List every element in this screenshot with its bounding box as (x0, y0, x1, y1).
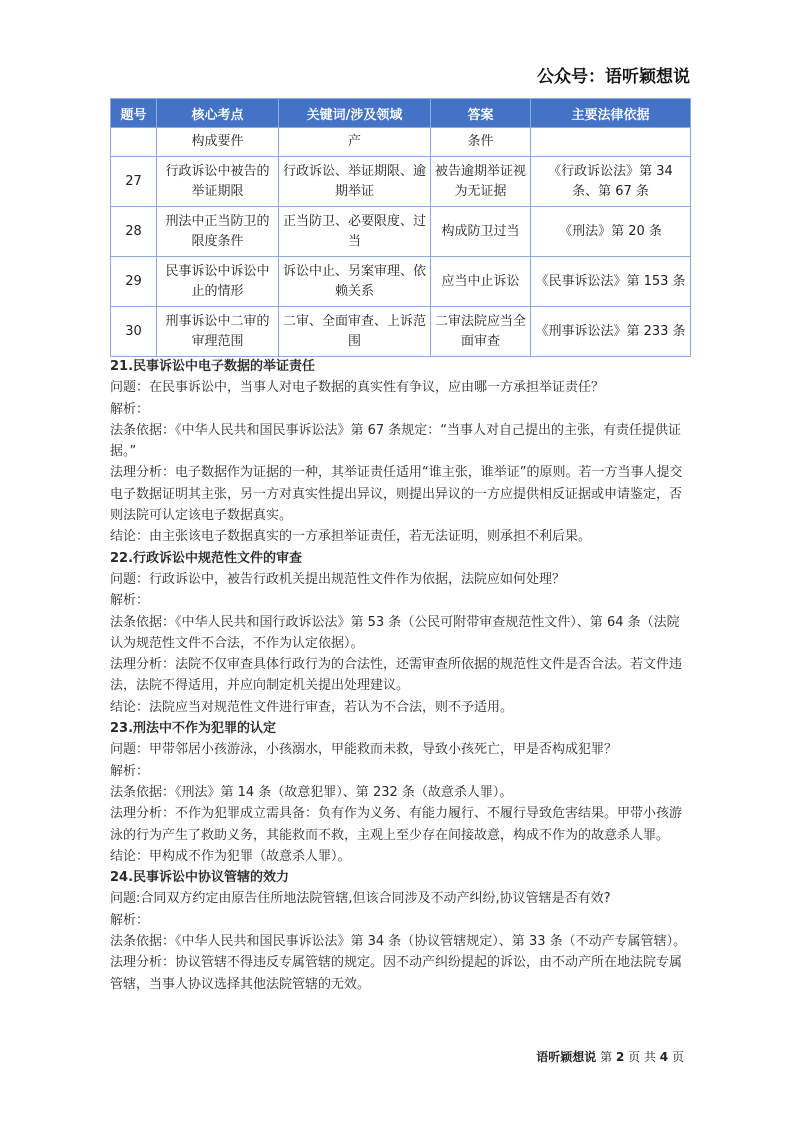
footer-page-number: 2 (615, 1050, 625, 1064)
table-cell-answer: 应当中止诉讼 (431, 257, 531, 307)
table-cell (531, 128, 691, 157)
section-title-23: 23.刑法中不作为犯罪的认定 (110, 721, 277, 737)
table-cell-keywords: 正当防卫、必要限度、过当 (279, 207, 431, 257)
footer-page-suffix: 页 (671, 1050, 684, 1064)
section-title-21: 21.民事诉讼中电子数据的举证责任 (110, 359, 316, 374)
footer-brand: 语听颖想说 (536, 1050, 597, 1064)
table-cell-no: 29 (111, 257, 157, 307)
table-cell-basis: 《民事诉讼法》第 153 条 (531, 257, 691, 307)
conclusion-paragraph: 结论：甲构成不作为犯罪（故意杀人罪）。 (110, 848, 351, 864)
table-cell-no: 28 (111, 207, 157, 257)
table-cell-topic: 行政诉讼中被告的举证期限 (157, 157, 279, 207)
table-cell-no: 30 (111, 307, 157, 357)
reasoning-paragraph: 法理分析：电子数据作为证据的一种，其举证责任适用“谁主张，谁举证”的原则。若一方当事人提交电子数据证明其主张，另一方对真实性提出异议，则提出异议的一方应提供相反证据或申请鉴定，否则法院可认定该电子数据真实。 (110, 465, 683, 524)
section-title-22: 22.行政诉讼中规范性文件的审查 (110, 550, 303, 566)
header-cell-topic: 核心考点 (157, 99, 279, 128)
analysis-label: 解析： (110, 401, 150, 417)
table-row (111, 257, 691, 307)
table-cell: 条件 (431, 128, 531, 157)
table-row-continuation (111, 128, 691, 157)
table-cell-topic: 刑事诉讼中二审的审理范围 (157, 307, 279, 357)
question-paragraph: 问题：甲带邻居小孩游泳，小孩溺水，甲能救而未救，导致小孩死亡，甲是否构成犯罪？ (110, 742, 618, 758)
table-cell-answer: 构成防卫过当 (431, 207, 531, 257)
table-cell: 构成要件 (157, 128, 279, 157)
table-cell (111, 128, 157, 157)
reasoning-paragraph: 法理分析：不作为犯罪成立需具备：负有作为义务、有能力履行、不履行导致危害结果。甲带小孩游泳的行为产生了救助义务，其能救而不救，主观上至少存在间接故意，构成不作为的故意杀人罪。 (110, 806, 683, 843)
table-cell-answer: 二审法院应当全面审查 (431, 307, 531, 357)
header-cell-no: 题号 (111, 99, 157, 128)
law-table (110, 98, 691, 357)
table-cell-keywords: 二审、全面审查、上诉范围 (279, 307, 431, 357)
table-cell-answer: 被告逾期举证视为无证据 (431, 157, 531, 207)
table-cell-topic: 民事诉讼中诉讼中止的情形 (157, 257, 279, 307)
table-cell-topic: 刑法中正当防卫的限度条件 (157, 207, 279, 257)
section-title-24: 24.民事诉讼中协议管辖的效力 (110, 870, 290, 886)
table-cell-basis: 《行政诉讼法》第 34 条、第 67 条 (531, 157, 691, 207)
footer-page-prefix: 第 (600, 1050, 613, 1064)
document-body (110, 356, 692, 995)
header-cell-answer: 答案 (431, 99, 531, 128)
basis-paragraph: 法条依据：《中华人民共和国民事诉讼法》第 67 条规定：“当事人对自己提出的主张，有责任提供证据。” (110, 422, 682, 460)
question-paragraph: 问题：行政诉讼中，被告行政机关提出规范性文件作为依据，法院应如何处理？ (110, 571, 566, 587)
question-paragraph: 问题：在民事诉讼中，当事人对电子数据的真实性有争议，应由哪一方承担举证责任？ (110, 380, 605, 396)
basis-paragraph: 法条依据：《中华人民共和国行政诉讼法》第 53 条（公民可附带审查规范性文件）、第 64 条（法院认为规范性文件不合法，不作为认定依据）。 (110, 614, 680, 651)
basis-paragraph: 法条依据：《刑法》第 14 条（故意犯罪）、第 232 条（故意杀人罪）。 (110, 784, 513, 800)
table-cell-keywords: 行政诉讼、举证期限、逾期举证 (279, 157, 431, 207)
basis-paragraph: 法条依据：《中华人民共和国民事诉讼法》第 34 条（协议管辖规定）、第 33 条（不动产专属管辖）。 (110, 934, 687, 950)
analysis-label: 解析： (110, 593, 150, 609)
table-row (111, 207, 691, 257)
table-cell-keywords: 诉讼中止、另案审理、依赖关系 (279, 257, 431, 307)
table-row (111, 157, 691, 207)
footer-page-mid: 页 共 (628, 1050, 656, 1064)
table-cell-basis: 《刑事诉讼法》第 233 条 (531, 307, 691, 357)
question-paragraph: 问题:合同双方约定由原告住所地法院管辖,但该合同涉及不动产纠纷,协议管辖是否有效? (110, 891, 611, 907)
header-cell-basis: 主要法律依据 (531, 99, 691, 128)
footer-page-total: 4 (659, 1050, 669, 1064)
table-header-row (111, 99, 691, 128)
table-row (111, 307, 691, 357)
table-cell-basis: 《刑法》第 20 条 (531, 207, 691, 257)
analysis-label: 解析： (110, 912, 150, 928)
page-footer (536, 1048, 684, 1065)
table-cell-no: 27 (111, 157, 157, 207)
header-cell-keywords: 关键词/涉及领域 (279, 99, 431, 128)
analysis-label: 解析： (110, 763, 150, 779)
conclusion-paragraph: 结论：由主张该电子数据真实的一方承担举证责任，若无法证明，则承担不利后果。 (110, 529, 592, 545)
conclusion-paragraph: 结论：法院应当对规范性文件进行审查，若认为不合法，则不予适用。 (110, 699, 514, 715)
header-brand: 公众号：语听颖想说 (537, 67, 690, 87)
reasoning-paragraph: 法理分析：法院不仅审查具体行政行为的合法性，还需审查所依据的规范性文件是否合法。若文件违法，法院不得适用，并应向制定机关提出处理建议。 (110, 657, 683, 694)
table-cell: 产 (279, 128, 431, 157)
reasoning-paragraph: 法理分析：协议管辖不得违反专属管辖的规定。因不动产纠纷提起的诉讼，由不动产所在地法院专属管辖，当事人协议选择其他法院管辖的无效。 (110, 955, 683, 992)
